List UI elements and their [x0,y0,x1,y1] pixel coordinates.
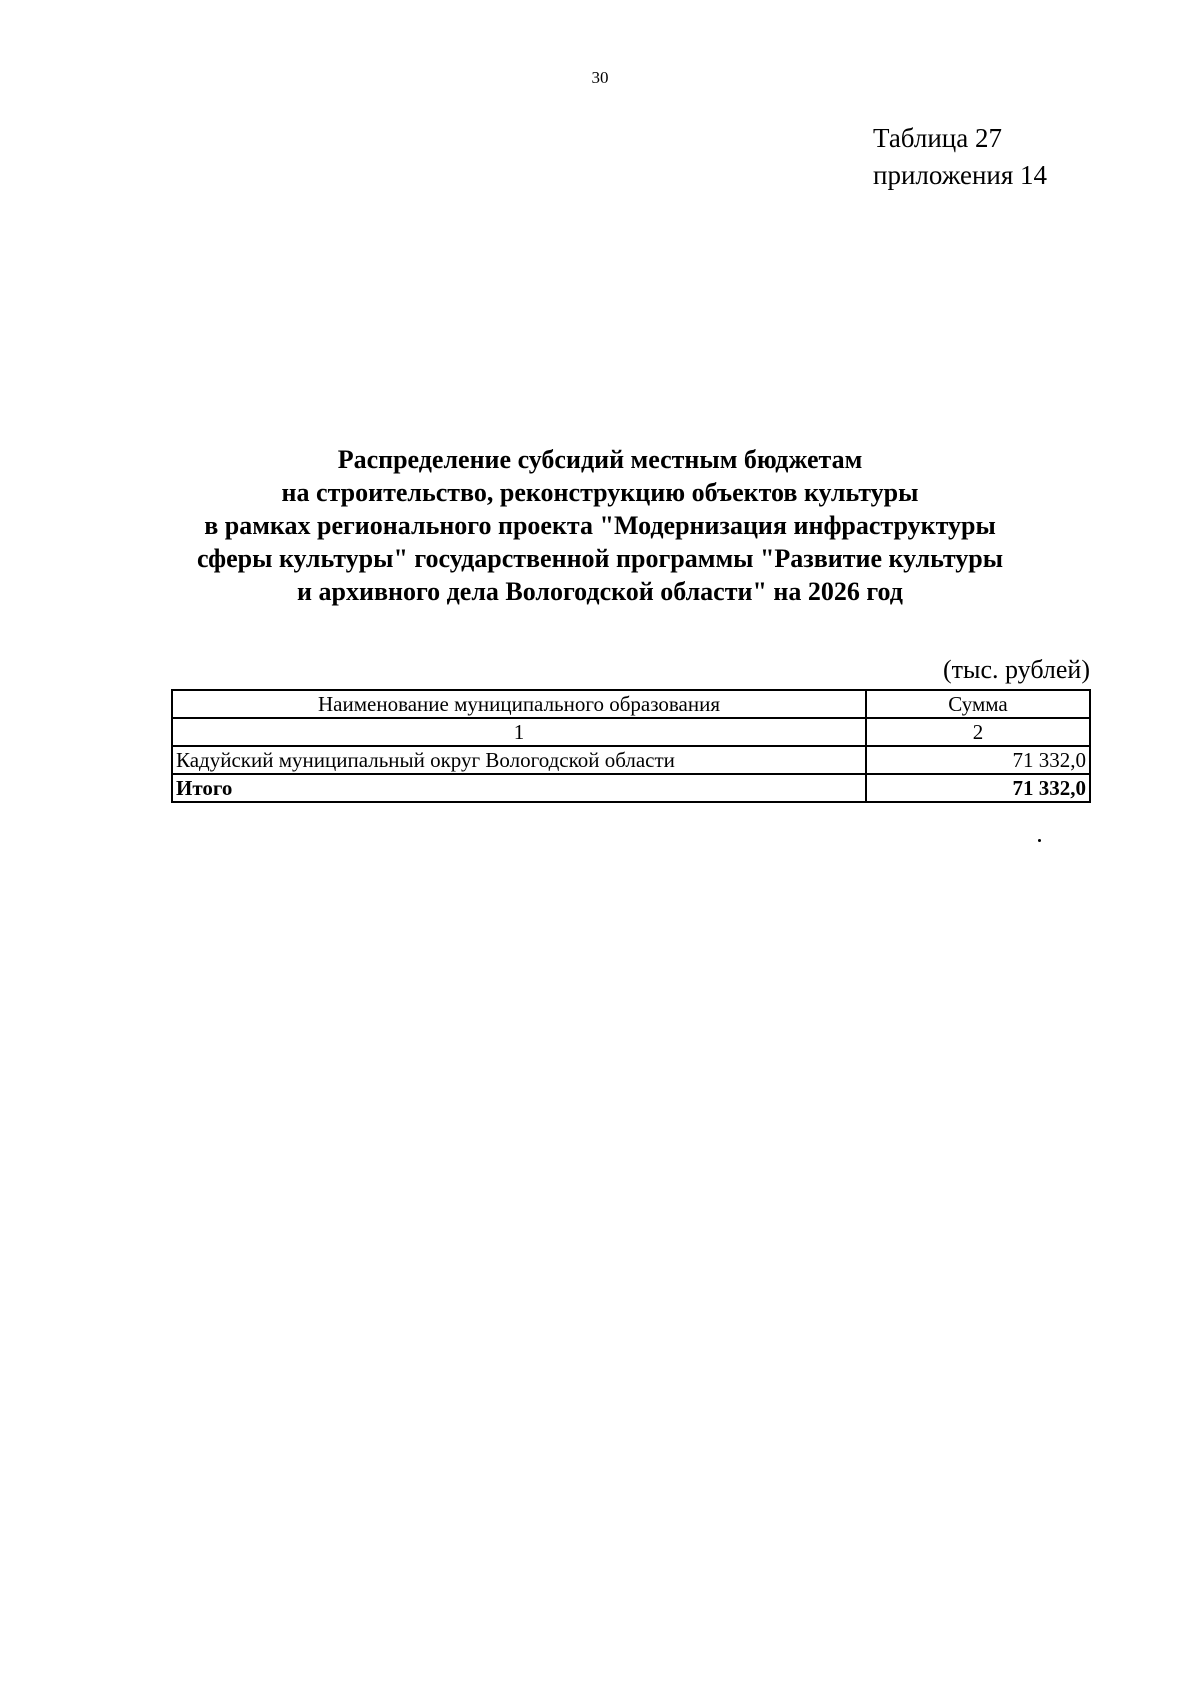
table-reference [873,120,1047,194]
page-number: 30 [591,68,609,87]
title-line: сферы культуры" государственной программы "Развитие культуры [196,544,1004,573]
row-name-cell: Кадуйский муниципальный округ Вологодской области [172,746,866,774]
column-number-row [172,718,1090,746]
subsidy-table [171,689,1091,803]
table-reference-number: Таблица 27 [873,123,1002,153]
column-number-sum: 2 [866,718,1090,746]
table-row [172,746,1090,774]
header-sum-cell: Сумма [866,690,1090,718]
table-header-row [172,690,1090,718]
title-line: в рамках регионального проекта "Модернизация инфраструктуры [204,511,996,540]
units-label: (тыс. рублей) [942,655,1090,684]
document-title [150,443,1050,608]
total-label-cell: Итого [172,774,866,802]
table-reference-appendix: приложения 14 [873,160,1048,190]
total-row [172,774,1090,802]
row-sum-cell: 71 332,0 [866,746,1090,774]
header-name-cell: Наименование муниципального образования [172,690,866,718]
column-number-name: 1 [172,718,866,746]
title-line: и архивного дела Вологодской области" на 2026 год [297,577,903,606]
total-sum-cell: 71 332,0 [866,774,1090,802]
title-line: на строительство, реконструкцию объектов культуры [281,478,919,507]
title-line: Распределение субсидий местным бюджетам [337,445,863,474]
stray-dot-mark [1038,839,1041,842]
